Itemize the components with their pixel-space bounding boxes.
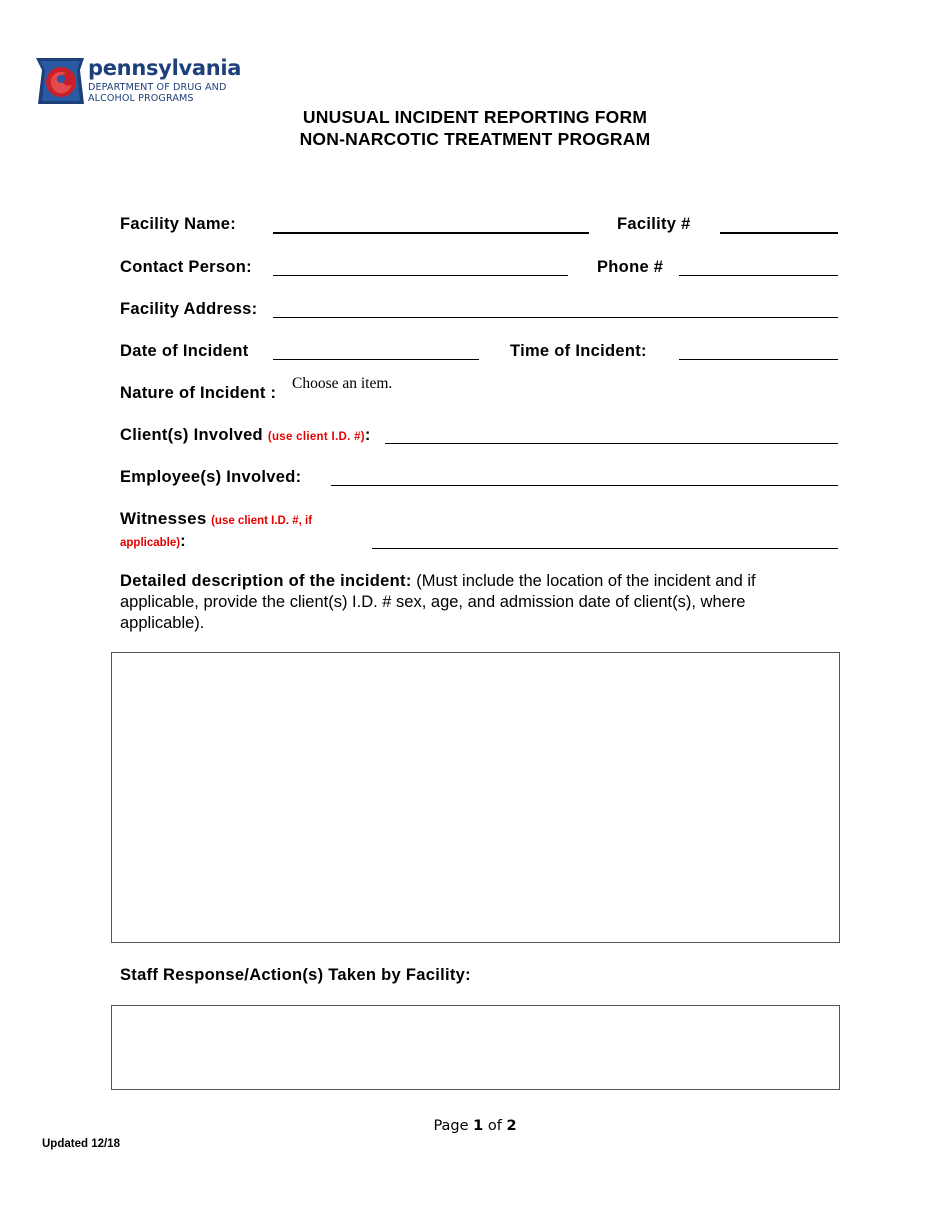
clients-involved-label	[120, 426, 371, 445]
form-title-line1: UNUSUAL INCIDENT REPORTING FORM	[302, 107, 648, 127]
description-heading: Detailed description of the incident:	[120, 572, 412, 590]
staff-response-textbox[interactable]	[111, 1005, 840, 1090]
description-instructions	[120, 571, 810, 634]
page-number	[0, 1118, 950, 1134]
clients-involved-field[interactable]	[385, 443, 838, 444]
date-of-incident-field[interactable]	[273, 359, 479, 360]
updated-date: Updated 12/18	[42, 1138, 120, 1150]
witnesses-label-line2	[120, 532, 186, 551]
time-of-incident-field[interactable]	[679, 359, 838, 360]
date-of-incident-label: Date of Incident	[120, 342, 249, 360]
witnesses-label	[120, 509, 312, 529]
clients-involved-note-close: )	[360, 431, 365, 443]
contact-person-field[interactable]	[273, 275, 568, 276]
facility-name-field[interactable]	[273, 232, 589, 234]
contact-person-label: Contact Person:	[120, 258, 252, 276]
description-textbox[interactable]	[111, 652, 840, 943]
clients-involved-text: Client(s) Involved	[120, 426, 263, 444]
facility-name-label: Facility Name:	[120, 215, 237, 233]
witnesses-note-line2: applicable)	[120, 537, 181, 549]
clients-involved-note: use client I.D. #	[271, 431, 361, 443]
employees-involved-field[interactable]	[331, 485, 838, 486]
page-current: 1	[473, 1118, 484, 1134]
form-title-line2: NON-NARCOTIC TREATMENT PROGRAM	[299, 129, 651, 149]
staff-response-heading: Staff Response/Action(s) Taken by Facility:	[120, 966, 471, 984]
time-of-incident-label: Time of Incident:	[510, 342, 647, 360]
page-of: of	[483, 1118, 507, 1134]
page-prefix: Page	[433, 1118, 474, 1134]
employees-involved-label: Employee(s) Involved:	[120, 468, 302, 486]
page-total: 2	[506, 1118, 517, 1134]
facility-address-field[interactable]	[273, 317, 838, 318]
clients-involved-colon: :	[364, 426, 371, 444]
facility-number-field[interactable]	[720, 232, 838, 234]
phone-field[interactable]	[679, 275, 838, 276]
witnesses-colon: :	[180, 532, 186, 550]
logo-department-line1: DEPARTMENT OF DRUG AND	[88, 82, 227, 93]
description-instructions-text: (Must include the location of the incident and if applicable, provide the client(s) I.D. # sex, age, and admission date of client(s), where applicable).	[120, 572, 756, 632]
witnesses-text: Witnesses	[120, 509, 207, 528]
facility-address-label: Facility Address:	[120, 300, 258, 318]
witnesses-note-line1: (use client I.D. #, if	[211, 515, 313, 527]
nature-of-incident-dropdown[interactable]: Choose an item.	[292, 375, 393, 392]
facility-number-label: Facility #	[617, 215, 691, 233]
logo-state-name: pennsylvania	[88, 56, 242, 80]
keystone-logo-icon	[34, 55, 86, 107]
witnesses-field[interactable]	[372, 548, 838, 549]
nature-of-incident-label: Nature of Incident :	[120, 384, 277, 402]
logo-department-line2: ALCOHOL PROGRAMS	[88, 93, 194, 104]
clients-involved-note-open: (	[267, 431, 272, 443]
pennsylvania-logo	[34, 55, 242, 107]
phone-label: Phone #	[597, 258, 664, 276]
